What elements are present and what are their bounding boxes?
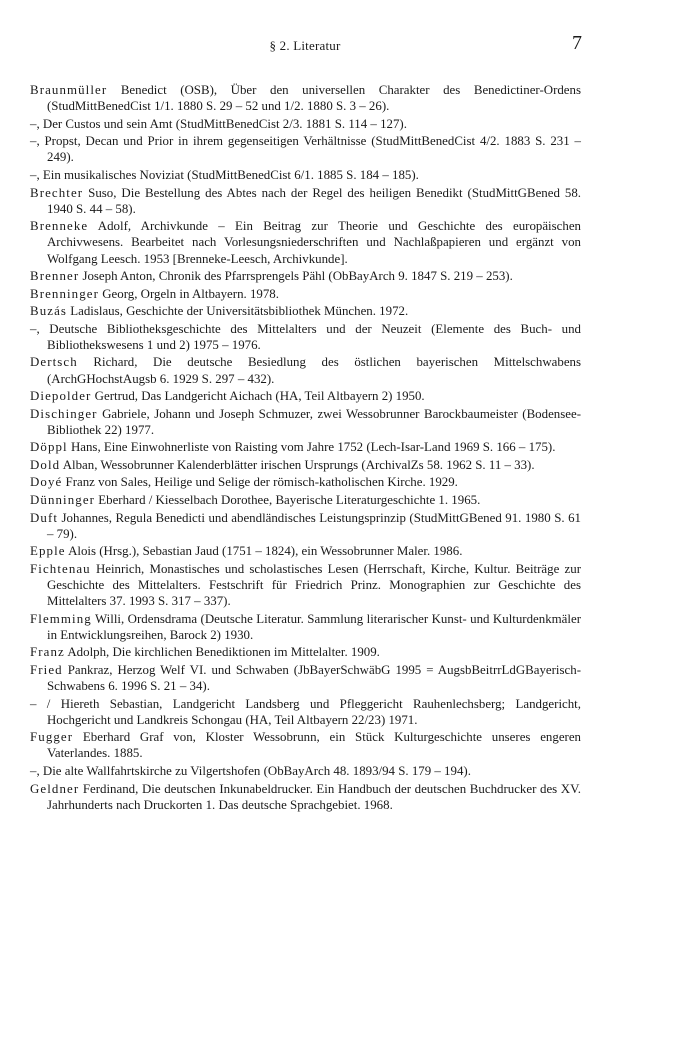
entry-text: Franz von Sales, Heilige und Selige der römisch-katholischen Kirche. 1929. [62,475,458,490]
entry-text: Gabriele, Johann und Joseph Schmuzer, zwei Wessobrunner Barockbaumeister (Bodensee-Bibliothek 22) 1977. [47,406,581,437]
bibliography-entry [30,406,581,438]
entry-author: Dünninger [30,493,96,507]
entry-text: Hans, Eine Einwohnerliste von Raisting vom Jahre 1752 (Lech-Isar-Land 1969 S. 166 – 175). [67,440,556,455]
bibliography-entry [30,167,581,183]
entry-text: Suso, Die Bestellung des Abtes nach der Regel des heiligen Benedikt (StudMittGBened 58. 1940 S. 44 – 58). [47,185,581,216]
bibliography-entry [30,388,581,404]
entry-author: Brenner [30,269,80,284]
entry-author: Braunmüller [30,83,108,97]
entry-text: Adolf, Archivkunde – Ein Beitrag zur Theorie und Geschichte des europäischen Archivwesens. Bearbeitet nach Vorlesungsniederschriften und Nachlaßpapieren und ergänzt von Wolfgang Leesch. 1953 [Brenneke-Leesch, Archivkunde]. [47,219,581,266]
entry-text: Benedict (OSB), Über den universellen Charakter des Benedictiner-Ordens (StudMittBenedCist 1/1. 1880 S. 29 – 52 und 1/2. 1880 S. 3 – 26). [47,83,581,114]
entry-author: Epple [30,544,66,559]
bibliography-entry [30,286,581,302]
entry-text: Pankraz, Herzog Welf VI. und Schwaben (JbBayerSchwäbG 1995 = AugsbBeitrrLdGBayerisch-Schwabens 6. 1996 S. 21 – 34). [47,662,581,694]
entry-author: Dold [30,457,61,472]
entry-author: Dischinger [30,406,98,421]
bibliography-entry [30,644,581,660]
entry-author: Brenneke [30,219,89,234]
entry-text: Heinrich, Monastisches und scholastisches Lesen (Herrschaft, Kirche, Kultur. Beiträge zur Geschichte des Mittelalters. Festschrift für Friedrich Prinz. Monographien zur Geschichte des Mittelalters 37. 1993 S. 317 – 337). [47,561,581,609]
entry-text: Adolph, Die kirchlichen Benediktionen im Mittelalter. 1909. [64,645,380,660]
bibliography-entry [30,303,581,319]
entry-text: Johannes, Regula Benedicti und abendländisches Leistungsprinzip (StudMittGBened 91. 1980 S. 61 – 79). [47,510,581,541]
entry-text: Ladislaus, Geschichte der Universitätsbibliothek München. 1972. [67,304,409,319]
entry-text: Alois (Hrsg.), Sebastian Jaud (1751 – 1824), ein Wessobrunner Maler. 1986. [65,544,463,559]
entry-text: – / Hiereth Sebastian, Landgericht Landsberg und Pfleggericht Rauhenlechsberg; Landgericht, Hochgericht und Landkreis Schongau (HA, Teil Altbayern 22/23) 1971. [30,696,581,727]
entry-author: Brenninger [30,286,99,301]
bibliography-entry [30,781,581,813]
bibliography-list [30,82,581,814]
entry-author: Franz [30,645,65,660]
entry-author: Geldner [30,781,80,796]
entry-author: Duft [30,510,59,525]
running-header [30,34,580,60]
page-number: 7 [572,32,582,54]
bibliography-entry [30,561,581,609]
entry-text: Joseph Anton, Chronik des Pfarrsprengels Pähl (ObBayArch 9. 1847 S. 219 – 253). [79,269,513,284]
bibliography-entry [30,82,581,114]
entry-text: Gertrud, Das Landgericht Aichach (HA, Teil Altbayern 2) 1950. [91,389,425,404]
entry-text: –, Der Custos und sein Amt (StudMittBenedCist 2/3. 1881 S. 114 – 127). [30,116,407,131]
entry-text: Ferdinand, Die deutschen Inkunabeldrucker. Ein Handbuch der deutschen Buchdrucker des XV. Jahrhunderts nach Druckorten 1. Das deutsche Sprachgebiet. 1968. [47,781,581,812]
bibliography-entry [30,611,581,643]
entry-text: –, Deutsche Bibliotheksgeschichte des Mittelalters und der Neuzeit (Elemente des Buch- und Bibliothekswesens 1 und 2) 1975 – 1976. [30,321,581,352]
bibliography-entry [30,457,581,473]
section-title: § 2. Literatur [269,38,341,53]
entry-text: Alban, Wessobrunner Kalenderblätter irischen Ursprungs (ArchivalZs 58. 1962 S. 11 – 33). [60,457,535,472]
bibliography-entry [30,268,581,284]
entry-author: Doyé [30,475,63,490]
bibliography-entry [30,133,581,165]
bibliography-entry [30,185,581,217]
bibliography-entry [30,662,581,694]
bibliography-entry [30,729,581,761]
bibliography-entry [30,321,581,353]
bibliography-entry [30,439,581,455]
entry-text: Willi, Ordensdrama (Deutsche Literatur. Sammlung literarischer Kunst- und Kulturdenkmäler in Entwicklungsreihen, Barock 2) 1930. [47,611,581,642]
bibliography-entry [30,763,581,779]
entry-text: –, Ein musikalisches Noviziat (StudMittBenedCist 6/1. 1885 S. 184 – 185). [30,167,419,182]
bibliography-entry [30,543,581,559]
bibliography-entry [30,696,581,728]
entry-author: Buzás [30,304,68,319]
entry-text: Eberhard Graf von, Kloster Wessobrunn, ein Stück Kulturgeschichte unseres engeren Vaterlandes. 1885. [47,730,581,761]
entry-text: Eberhard / Kiesselbach Dorothee, Bayerische Literaturgeschichte 1. 1965. [95,493,481,507]
entry-text: –, Die alte Wallfahrtskirche zu Vilgertshofen (ObBayArch 48. 1893/94 S. 179 – 194). [30,764,471,779]
entry-author: Dertsch [30,355,78,370]
bibliography-entry [30,354,581,386]
bibliography-entry [30,474,581,490]
entry-author: Diepolder [30,389,92,404]
entry-author: Fichtenau [30,561,91,576]
entry-text: Georg, Orgeln in Altbayern. 1978. [99,286,279,301]
bibliography-entry [30,116,581,132]
bibliography-entry [30,492,581,508]
entry-author: Fugger [30,730,74,745]
entry-text: Richard, Die deutsche Besiedlung des östlichen bayerischen Mittelschwabens (ArchGHochstAugsb 6. 1929 S. 297 – 432). [47,355,581,386]
bibliography-entry [30,218,581,266]
entry-author: Brechter [30,185,84,200]
entry-text: –, Propst, Decan und Prior in ihrem gegenseitigen Verhältnisse (StudMittBenedCist 4/2. 1883 S. 231 – 249). [30,134,581,165]
entry-author: Flemming [30,611,92,626]
entry-author: Döppl [30,440,68,455]
entry-author: Fried [30,662,63,677]
bibliography-entry [30,510,581,542]
